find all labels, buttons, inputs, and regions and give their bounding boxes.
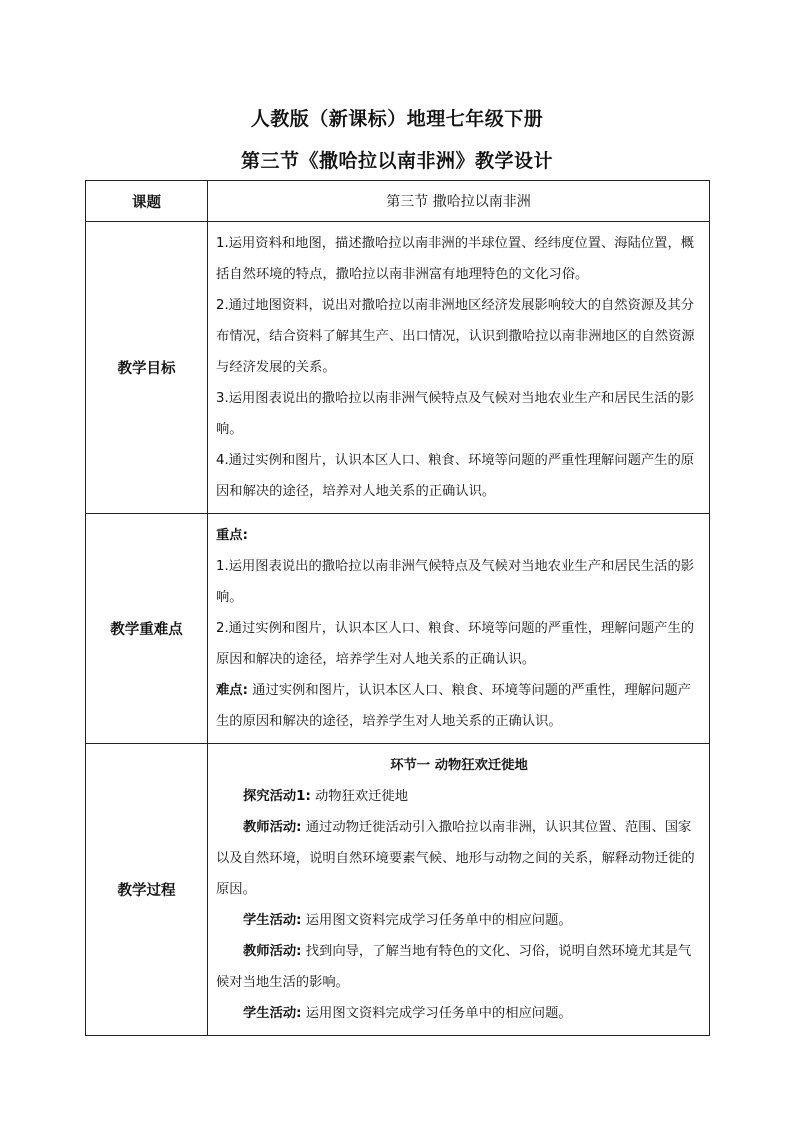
section-title: 环节一 动物狂欢迁徙地 <box>390 758 528 773</box>
student-label: 学生活动: <box>243 1006 302 1021</box>
keypoints-label: 教学重难点 <box>86 514 208 744</box>
student-label: 学生活动: <box>243 913 302 928</box>
goals-content <box>208 222 710 514</box>
document-title: 人教版（新课标）地理七年级下册 <box>250 108 544 130</box>
subject-label: 课题 <box>86 181 208 222</box>
activity-line <box>216 781 702 812</box>
process-content <box>208 744 710 1036</box>
teacher-label: 教师活动: <box>243 820 302 835</box>
document-subtitle: 第三节《撒哈拉以南非洲》教学设计 <box>240 150 553 172</box>
subject-value: 第三节 撒哈拉以南非洲 <box>208 181 710 222</box>
key-heading: 重点: <box>216 528 248 543</box>
student-activity-2 <box>216 998 702 1029</box>
key-item: 1.运用图表说出的撒哈拉以南非洲气候特点及气候对当地农业生产和居民生活的影响。 <box>216 559 695 605</box>
student-text: 运用图文资料完成学习任务单中的相应问题。 <box>301 1006 572 1021</box>
table-row-subject <box>86 181 710 222</box>
teacher-label: 教师活动: <box>243 944 302 959</box>
process-label: 教学过程 <box>86 744 208 1036</box>
teacher-text: 通过动物迁徙活动引入撒哈拉以南非洲，认识其位置、范围、国家以及自然环境，说明自然环境要素气候、地形与动物之间的关系，解释动物迁徙的原因。 <box>216 820 695 897</box>
key-item: 2.通过实例和图片，认识本区人口、粮食、环境等问题的严重性，理解问题产生的原因和解决的途径，培养学生对人地关系的正确认识。 <box>216 621 695 667</box>
table-row-goals <box>86 222 710 514</box>
goal-item: 3.运用图表说出的撒哈拉以南非洲气候特点及气候对当地农业生产和居民生活的影响。 <box>216 391 695 437</box>
table-row-keypoints <box>86 514 710 744</box>
goal-item: 2.通过地图资料，说出对撒哈拉以南非洲地区经济发展影响较大的自然资源及其分布情况，结合资料了解其生产、出口情况，认识到撒哈拉以南非洲地区的自然资源与经济发展的关系。 <box>216 298 695 375</box>
keypoints-content <box>208 514 710 744</box>
goals-label: 教学目标 <box>86 222 208 514</box>
activity-text: 动物狂欢迁徙地 <box>310 789 409 804</box>
teacher-activity-1 <box>216 812 702 905</box>
student-text: 运用图文资料完成学习任务单中的相应问题。 <box>301 913 572 928</box>
goal-item: 1.运用资料和地图，描述撒哈拉以南非洲的半球位置、经纬度位置、海陆位置，概括自然环境的特点，撒哈拉以南非洲富有地理特色的文化习俗。 <box>216 236 695 282</box>
table-row-process <box>86 744 710 1036</box>
student-activity-1 <box>216 905 702 936</box>
difficult-label: 难点: <box>216 683 248 698</box>
teacher-text: 找到向导，了解当地有特色的文化、习俗，说明自然环境尤其是气候对当地生活的影响。 <box>216 944 692 990</box>
difficult-text: 通过实例和图片，认识本区人口、粮食、环境等问题的严重性，理解问题产生的原因和解决的途径，培养学生对人地关系的正确认识。 <box>216 683 691 729</box>
difficult-point <box>216 675 702 737</box>
goal-item: 4.通过实例和图片，认识本区人口、粮食、环境等问题的严重性理解问题产生的原因和解决的途径，培养对人地关系的正确认识。 <box>216 453 695 499</box>
teacher-activity-2 <box>216 936 702 998</box>
lesson-plan-table <box>85 180 710 1036</box>
activity-label: 探究活动1: <box>243 789 311 804</box>
